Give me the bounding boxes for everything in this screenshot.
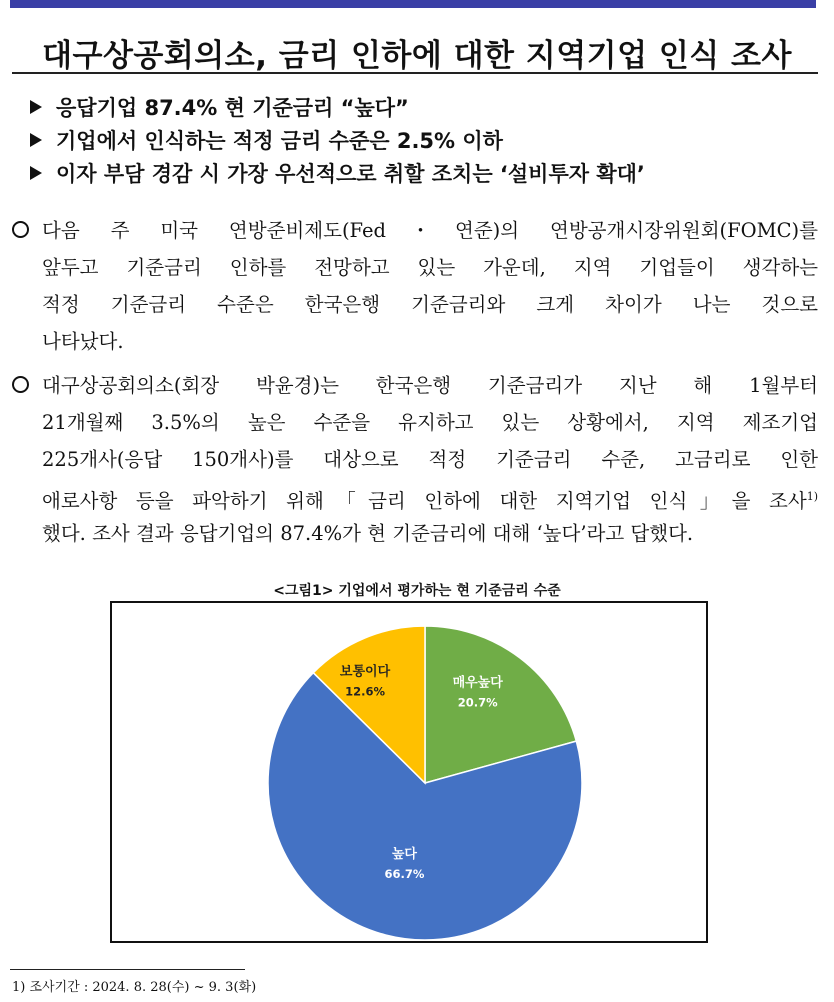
- highlight-list: [30, 92, 645, 191]
- pie-slice-value: 66.7%: [384, 867, 425, 882]
- highlight-item: 기업에서 인식하는 적정 금리 수준은 2.5% 이하: [30, 125, 645, 158]
- triangle-bullet-icon: [30, 100, 42, 114]
- pie-slice-label: 매우높다: [452, 675, 503, 691]
- pie-chart: [110, 601, 708, 943]
- circle-bullet-icon: [12, 221, 29, 238]
- pie-slice-label: 높다: [391, 847, 418, 863]
- title-underline: [12, 72, 818, 74]
- highlight-item: 응답기업 87.4% 현 기준금리 “높다”: [30, 92, 645, 125]
- chart-title: <그림1> 기업에서 평가하는 현 기준금리 수준: [273, 583, 561, 599]
- footnote-marker: 1): [806, 490, 818, 503]
- top-bar: [10, 0, 816, 8]
- paragraph-1: 다음 주 미국 연방준비제도(Fed・연준)의 연방공개시장위원회(FOMC)를 앞두고 기준금리 인하를 전망하고 있는 가운데, 지역 기업들이 생각하는 적정 기준금리 수준은 한국은행 기준금리와 크게 차이가 나는 것으로 나타났다.: [12, 212, 818, 360]
- triangle-bullet-icon: [30, 133, 42, 147]
- footnote-divider: [10, 969, 245, 970]
- pie-chart-svg: [112, 603, 706, 941]
- pie-slice-label: 보통이다: [339, 664, 391, 680]
- paragraph-2: 대구상공회의소(회장 박윤경)는 한국은행 기준금리가 지난 해 1월부터 21개월째 3.5%의 높은 수준을 유지하고 있는 상황에서, 지역 제조기업 225개사(응답 150개사)를 대상으로 적정 기준금리 수준, 고금리로 인한 애로사항 등을 파악하기 위해「금리 인하에 대한 지역기업 인식」을 조사$^{1)}$ 했다. 조사 결과 응답기업의 87.4%가 현 기준금리에 대해 ‘높다’라고 답했다.: [12, 367, 818, 552]
- triangle-bullet-icon: [30, 166, 42, 180]
- page-title: 대구상공회의소, 금리 인하에 대한 지역기업 인식 조사: [42, 38, 792, 74]
- highlight-item: 이자 부담 경감 시 가장 우선적으로 취할 조치는 ‘설비투자 확대’: [30, 158, 645, 191]
- footnote: 1) 조사기간 : 2024. 8. 28(수) ~ 9. 3(화): [12, 980, 257, 995]
- pie-slice-value: 20.7%: [457, 695, 498, 710]
- circle-bullet-icon: [12, 376, 29, 393]
- pie-slice-value: 12.6%: [345, 684, 385, 699]
